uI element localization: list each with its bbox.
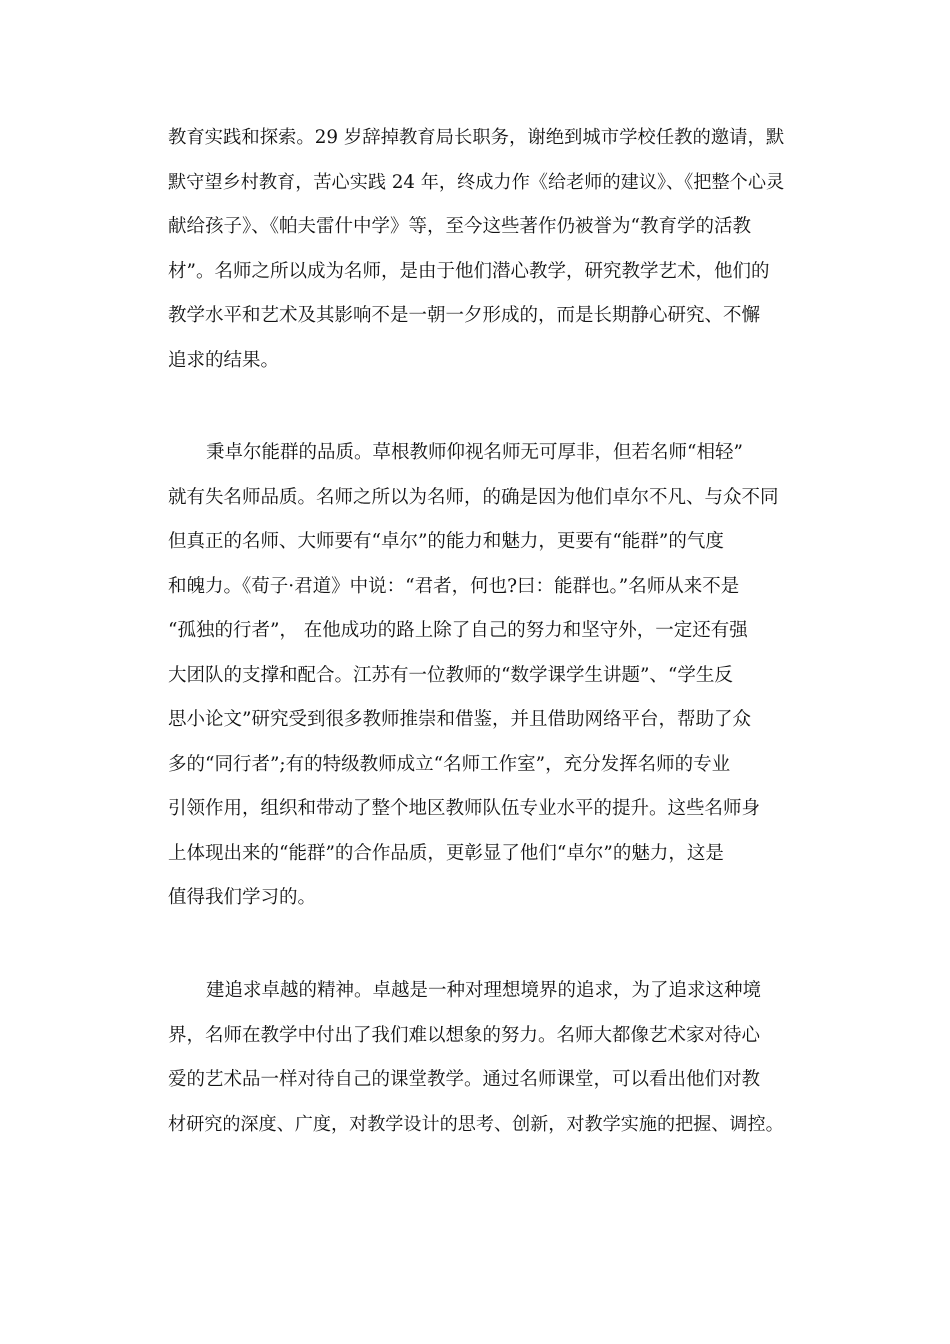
- text-line: 建追求卓越的精神。卓越是一种对理想境界的追求，为了追求这种境: [206, 980, 762, 1001]
- text-line: 大团队的支撑和配合。江苏有一位教师的“数学课学生讲题”、“学生反: [168, 664, 733, 686]
- paragraph-excellence-and-cooperation: [168, 431, 784, 921]
- text-line: 思小论文”研究受到很多教师推崇和借鉴，并且借助网络平台，帮助了众: [168, 709, 751, 730]
- text-line: 献给孩子》、《帕夫雷什中学》等，至今这些著作仍被誉为“教育学的活教: [168, 216, 751, 237]
- text-line: 引领作用，组织和带动了整个地区教师队伍专业水平的提升。这些名师身: [168, 798, 761, 819]
- text-line: 默守望乡村教育，苦心实践 24 年，终成力作《给老师的建议》、《把整个心灵: [168, 171, 785, 193]
- text-line: 就有失名师品质。名师之所以为名师，的确是因为他们卓尔不凡、与众不同: [168, 486, 779, 508]
- text-line: 材”。名师之所以成为名师，是由于他们潜心教学，研究教学艺术，他们的: [168, 260, 770, 282]
- paragraph-pursuit-of-excellence: [168, 969, 784, 1147]
- text-line: 爱的艺术品一样对待自己的课堂教学。通过名师课堂，可以看出他们对教: [168, 1069, 761, 1090]
- text-line: 多的“同行者”;有的特级教师成立“名师工作室”，充分发挥名师的专业: [168, 753, 731, 775]
- text-line: 和魄力。《荀子·君道》中说：“君者，何也?曰：能群也。”名师从来不是: [168, 575, 740, 597]
- paragraph-education-practice: [168, 116, 784, 383]
- text-line: 追求的结果。: [168, 349, 280, 371]
- text-line: 教育实践和探索。29 岁辞掉教育局长职务，谢绝到城市学校任教的邀请，默: [168, 127, 785, 148]
- text-line: “孤独的行者”， 在他成功的路上除了自己的努力和坚守外，一定还有强: [168, 620, 748, 641]
- text-line: 但真正的名师、大师要有“卓尔”的能力和魅力，更要有“能群”的气度: [168, 531, 724, 552]
- text-line: 教学水平和艺术及其影响不是一朝一夕形成的，而是长期静心研究、不懈: [168, 305, 761, 326]
- text-line: 值得我们学习的。: [168, 887, 317, 908]
- text-line: 上体现出来的“能群”的合作品质，更彰显了他们“卓尔”的魅力，这是: [168, 842, 724, 864]
- text-line: 材研究的深度、广度，对教学设计的思考、创新，对教学实施的把握、调控。: [168, 1113, 784, 1135]
- text-line: 秉卓尔能群的品质。草根教师仰视名师无可厚非，但若名师“相轻”: [206, 442, 743, 463]
- text-line: 界，名师在教学中付出了我们难以想象的努力。名师大都像艺术家对待心: [168, 1024, 761, 1046]
